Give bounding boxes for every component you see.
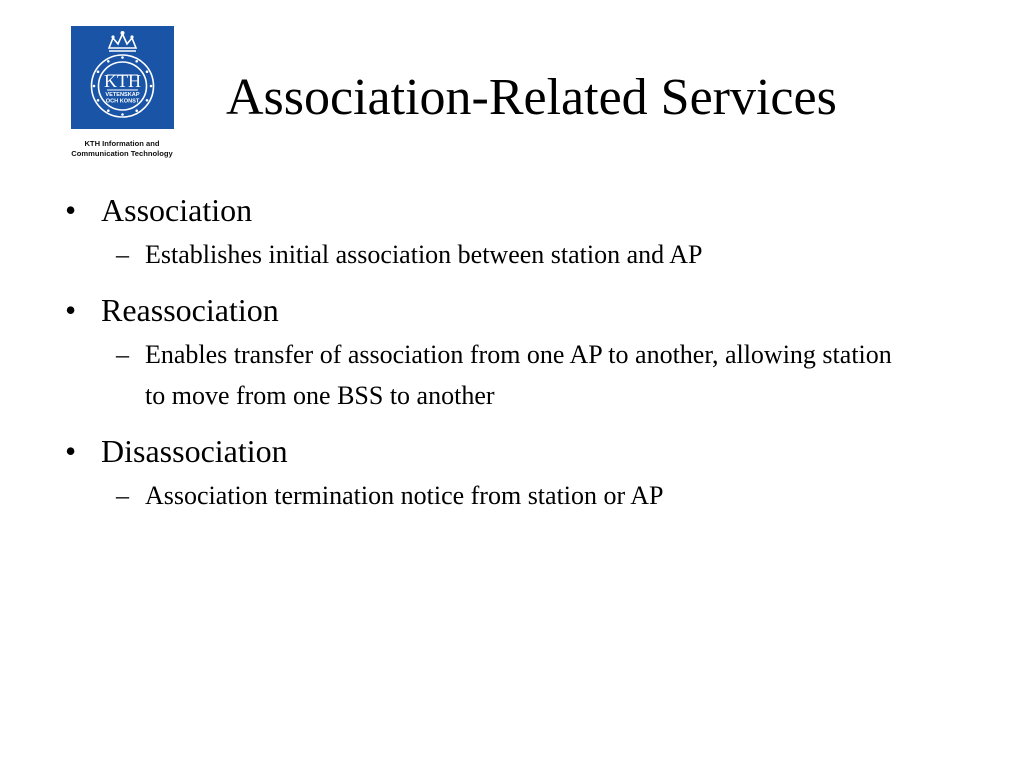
sub-bullet-row bbox=[60, 475, 960, 516]
logo-caption-line-1: KTH Information and bbox=[84, 139, 160, 148]
kth-emblem-motto-1: VETENSKAP bbox=[105, 92, 140, 98]
bullet-label: Reassociation bbox=[101, 292, 279, 328]
bullet-label: Association bbox=[101, 192, 253, 228]
bullet-item-association bbox=[60, 190, 960, 275]
logo-caption-line-2: Communication Technology bbox=[71, 148, 173, 158]
kth-crown-emblem-icon bbox=[71, 26, 174, 129]
sub-bullet-text: Association termination notice from station or AP bbox=[145, 481, 664, 510]
bullet-icon: • bbox=[65, 192, 77, 228]
slide-title: Association-Related Services bbox=[226, 69, 837, 126]
sub-bullet-text: Enables transfer of association from one AP to another, allowing station to move from one BSS to another bbox=[145, 340, 892, 410]
kth-emblem-motto-2: OCH KONST bbox=[105, 98, 140, 105]
bullet-item-disassociation bbox=[60, 431, 960, 516]
bullet-row bbox=[60, 431, 960, 471]
bullet-list bbox=[60, 190, 960, 531]
dash-icon: – bbox=[116, 340, 129, 369]
dash-icon: – bbox=[116, 481, 129, 510]
bullet-label: Disassociation bbox=[101, 433, 288, 469]
bullet-item-reassociation bbox=[60, 290, 960, 416]
bullet-icon: • bbox=[65, 433, 77, 469]
kth-logo bbox=[52, 26, 192, 160]
sub-bullet-text: Establishes initial association between station and AP bbox=[145, 240, 703, 269]
kth-emblem-text: KTH bbox=[104, 71, 141, 91]
bullet-row bbox=[60, 290, 960, 330]
sub-bullet-row bbox=[60, 234, 960, 275]
dash-icon: – bbox=[116, 240, 129, 269]
bullet-icon: • bbox=[65, 292, 77, 328]
sub-bullet-row bbox=[60, 334, 905, 416]
bullet-row bbox=[60, 190, 960, 230]
logo-caption bbox=[52, 139, 192, 158]
